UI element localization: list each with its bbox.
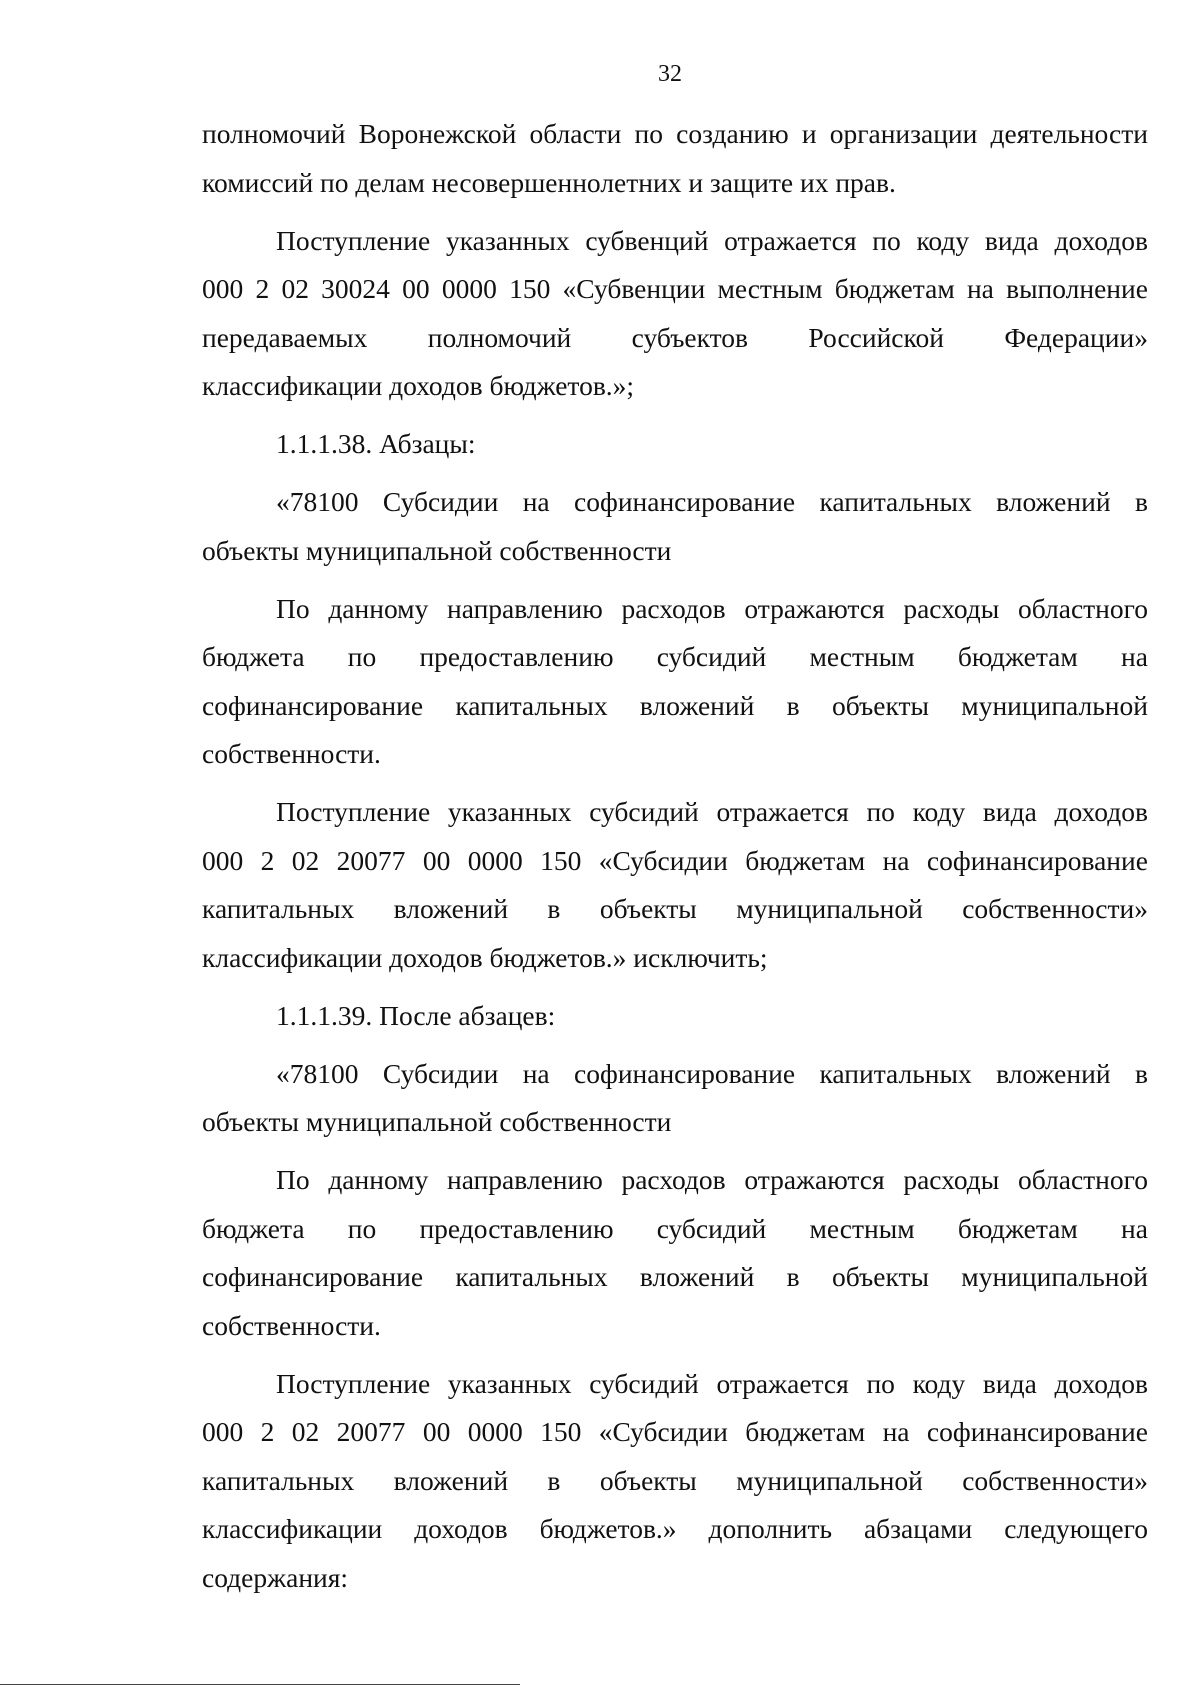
word: софинансирование: [574, 1057, 796, 1089]
word: дополнить: [708, 1513, 833, 1544]
word: объекты: [599, 893, 697, 924]
word: предоставлению: [419, 1212, 614, 1244]
word: вложений: [393, 1464, 509, 1496]
word: по: [866, 796, 895, 827]
word: области: [529, 118, 622, 149]
word: 2: [255, 273, 270, 304]
word: объекты: [831, 1261, 929, 1292]
text-line: собственности.: [202, 738, 381, 769]
text-line: [202, 1360, 1148, 1409]
word: 150: [540, 844, 582, 876]
word: направлению: [447, 592, 603, 624]
word: капитальных: [819, 486, 972, 517]
word: бюджетов.»: [539, 1513, 677, 1544]
word: на: [882, 844, 910, 876]
word: организации: [829, 118, 978, 149]
word: коду: [916, 224, 970, 256]
word: вложений: [639, 1261, 755, 1292]
word: собственности»: [962, 893, 1148, 924]
word: коду: [912, 1367, 966, 1399]
word: 0000: [467, 844, 523, 876]
word: отражается: [724, 224, 857, 256]
page-number: 32: [658, 61, 682, 87]
text-line: [202, 1253, 1148, 1302]
text-line: комиссий по делам несовершеннолетних и защите их прав.: [202, 166, 896, 198]
word: следующего: [1004, 1513, 1148, 1544]
word: вложений: [393, 893, 509, 924]
word: 2: [260, 844, 275, 876]
text-line: собственности.: [202, 1309, 381, 1341]
word: вложений: [639, 689, 755, 721]
word: объекты: [831, 689, 929, 721]
word: 00: [402, 273, 430, 304]
word: «Субсидии: [598, 1416, 728, 1447]
word: указанных: [445, 224, 570, 256]
word: коду: [912, 796, 966, 827]
word: по: [347, 641, 377, 672]
word: бюджетам: [834, 273, 955, 304]
word: собственности»: [962, 1464, 1148, 1496]
word: субъектов: [631, 321, 749, 353]
word: отражается: [716, 1367, 849, 1399]
word: софинансирование: [202, 689, 424, 721]
word: на: [1121, 1212, 1148, 1244]
word: капитальных: [202, 1464, 355, 1496]
word: созданию: [676, 118, 789, 149]
word: местным: [809, 641, 915, 672]
word: деятельности: [990, 118, 1148, 149]
text-line: объекты муниципальной собственности: [202, 534, 672, 566]
word: бюджетам: [745, 844, 866, 876]
word: субсидий: [589, 796, 699, 827]
word: 000: [202, 273, 244, 304]
word: субсидий: [589, 1367, 699, 1399]
word: на: [882, 1416, 910, 1447]
word: капитальных: [455, 689, 608, 721]
word: 150: [509, 273, 551, 304]
word: в: [547, 893, 561, 924]
word: 02: [291, 844, 320, 876]
word: вложений: [996, 1057, 1111, 1089]
word: Федерации»: [1004, 321, 1148, 353]
word: по: [872, 224, 901, 256]
word: данному: [328, 1164, 429, 1195]
word: Российской: [808, 321, 944, 353]
word: выполнение: [1006, 273, 1148, 304]
word: Субсидии: [382, 486, 499, 517]
text-line: [202, 585, 1148, 634]
word: вида: [982, 1367, 1037, 1399]
paragraph-gap: [202, 1350, 1148, 1360]
word: вида: [982, 796, 1037, 827]
text-line: 1.1.1.39. После абзацев:: [276, 999, 556, 1031]
text-line: классификации доходов бюджетов.»;: [202, 370, 635, 401]
word: 00: [422, 1416, 451, 1447]
text-line: [202, 633, 1148, 682]
paragraph-gap: [202, 575, 1148, 585]
word: на: [1121, 641, 1148, 672]
word: областного: [1017, 592, 1148, 624]
word: отражаются: [744, 1164, 885, 1195]
text-line: 1.1.1.38. Абзацы:: [276, 428, 476, 459]
paragraph-gap: [202, 982, 1148, 992]
word: Поступление: [276, 796, 431, 827]
word: доходов: [1054, 796, 1148, 827]
word: по: [347, 1212, 377, 1244]
word: доходов: [1054, 224, 1148, 256]
word: указанных: [447, 796, 572, 827]
word: капитальных: [819, 1057, 972, 1089]
text-line: [202, 788, 1148, 837]
text-line: объекты муниципальной собственности: [202, 1106, 672, 1137]
text-line: [202, 217, 1148, 266]
word: полномочий: [427, 321, 572, 353]
word: капитальных: [455, 1261, 608, 1292]
word: «Субвенции: [562, 273, 706, 304]
word: 20077: [336, 1416, 406, 1447]
word: бюджетам: [957, 641, 1078, 672]
word: в: [786, 689, 800, 721]
text-line: классификации доходов бюджетов.» исключить;: [202, 941, 768, 973]
word: в: [1134, 1057, 1148, 1089]
word: муниципальной: [961, 689, 1148, 721]
text-line: [202, 1050, 1148, 1099]
paragraph-gap: [202, 1040, 1148, 1050]
word: полномочий: [202, 118, 346, 149]
word: на: [522, 1057, 550, 1089]
text-line: [202, 1408, 1148, 1457]
word: Поступление: [276, 1367, 431, 1399]
word: субсидий: [656, 1212, 767, 1244]
word: абзацами: [863, 1513, 973, 1544]
word: вложений: [996, 486, 1111, 517]
word: направлению: [447, 1164, 603, 1195]
word: отражается: [716, 796, 849, 827]
word: отражаются: [744, 592, 885, 624]
word: 2: [260, 1416, 275, 1447]
word: софинансирование: [574, 486, 796, 517]
word: бюджетам: [745, 1416, 866, 1447]
word: муниципальной: [961, 1261, 1148, 1292]
paragraph-gap: [202, 207, 1148, 217]
word: в: [1134, 486, 1148, 517]
text-line: [202, 1457, 1148, 1506]
word: передаваемых: [202, 321, 368, 353]
text-line: [202, 837, 1148, 886]
word: 20077: [336, 844, 406, 876]
word: в: [786, 1261, 800, 1292]
word: доходов: [414, 1513, 508, 1544]
word: Субсидии: [382, 1057, 499, 1089]
word: 0000: [441, 273, 497, 304]
word: капитальных: [202, 893, 355, 924]
word: По: [276, 592, 310, 624]
word: софинансирование: [202, 1261, 424, 1292]
word: По: [276, 1164, 310, 1195]
word: 150: [540, 1416, 582, 1447]
text-line: [202, 478, 1148, 527]
paragraph-gap: [202, 469, 1148, 479]
text-line: [202, 265, 1148, 314]
word: 0000: [467, 1416, 523, 1447]
word: Поступление: [276, 224, 431, 256]
word: «78100: [276, 486, 359, 517]
word: бюджетам: [957, 1212, 1078, 1244]
word: «78100: [276, 1057, 359, 1089]
paragraph-gap: [202, 411, 1148, 421]
text-line: содержания:: [202, 1561, 349, 1593]
word: софинансирование: [926, 844, 1148, 876]
word: 000: [202, 1416, 244, 1447]
text-line: [202, 885, 1148, 934]
text-line: [202, 1205, 1148, 1254]
word: субвенций: [585, 224, 709, 256]
word: субсидий: [656, 641, 767, 672]
word: на: [966, 273, 994, 304]
word: расходы: [903, 592, 1000, 624]
word: расходов: [621, 592, 726, 624]
word: вида: [984, 224, 1039, 256]
word: в: [547, 1464, 561, 1496]
word: софинансирование: [926, 1416, 1148, 1447]
paragraph-gap: [202, 779, 1148, 789]
word: 00: [422, 844, 451, 876]
paragraph-gap: [202, 1147, 1148, 1157]
word: расходов: [621, 1164, 726, 1195]
word: предоставлению: [419, 641, 614, 672]
word: доходов: [1054, 1367, 1148, 1399]
word: 000: [202, 844, 244, 876]
word: по: [634, 118, 664, 149]
word: объекты: [599, 1464, 697, 1496]
text-line: [202, 1505, 1148, 1554]
text-line: [202, 682, 1148, 731]
text-line: [202, 314, 1148, 363]
word: местным: [809, 1212, 915, 1244]
word: классификации: [202, 1513, 383, 1544]
word: муниципальной: [736, 893, 923, 924]
word: «Субсидии: [598, 844, 728, 876]
word: 02: [281, 273, 309, 304]
word: муниципальной: [736, 1464, 923, 1496]
text-line: [202, 1156, 1148, 1205]
word: бюджета: [202, 1212, 305, 1244]
word: бюджета: [202, 641, 305, 672]
word: областного: [1017, 1164, 1148, 1195]
word: и: [801, 118, 817, 149]
word: расходы: [903, 1164, 1000, 1195]
word: указанных: [447, 1367, 572, 1399]
word: 02: [291, 1416, 320, 1447]
word: 30024: [321, 273, 390, 304]
word: Воронежской: [358, 118, 517, 149]
word: на: [522, 486, 550, 517]
word: по: [866, 1367, 895, 1399]
word: местным: [717, 273, 823, 304]
bottom-edge-line: [0, 1684, 520, 1685]
word: данному: [328, 592, 429, 624]
document-body: [202, 110, 1148, 1602]
text-line: [202, 110, 1148, 159]
